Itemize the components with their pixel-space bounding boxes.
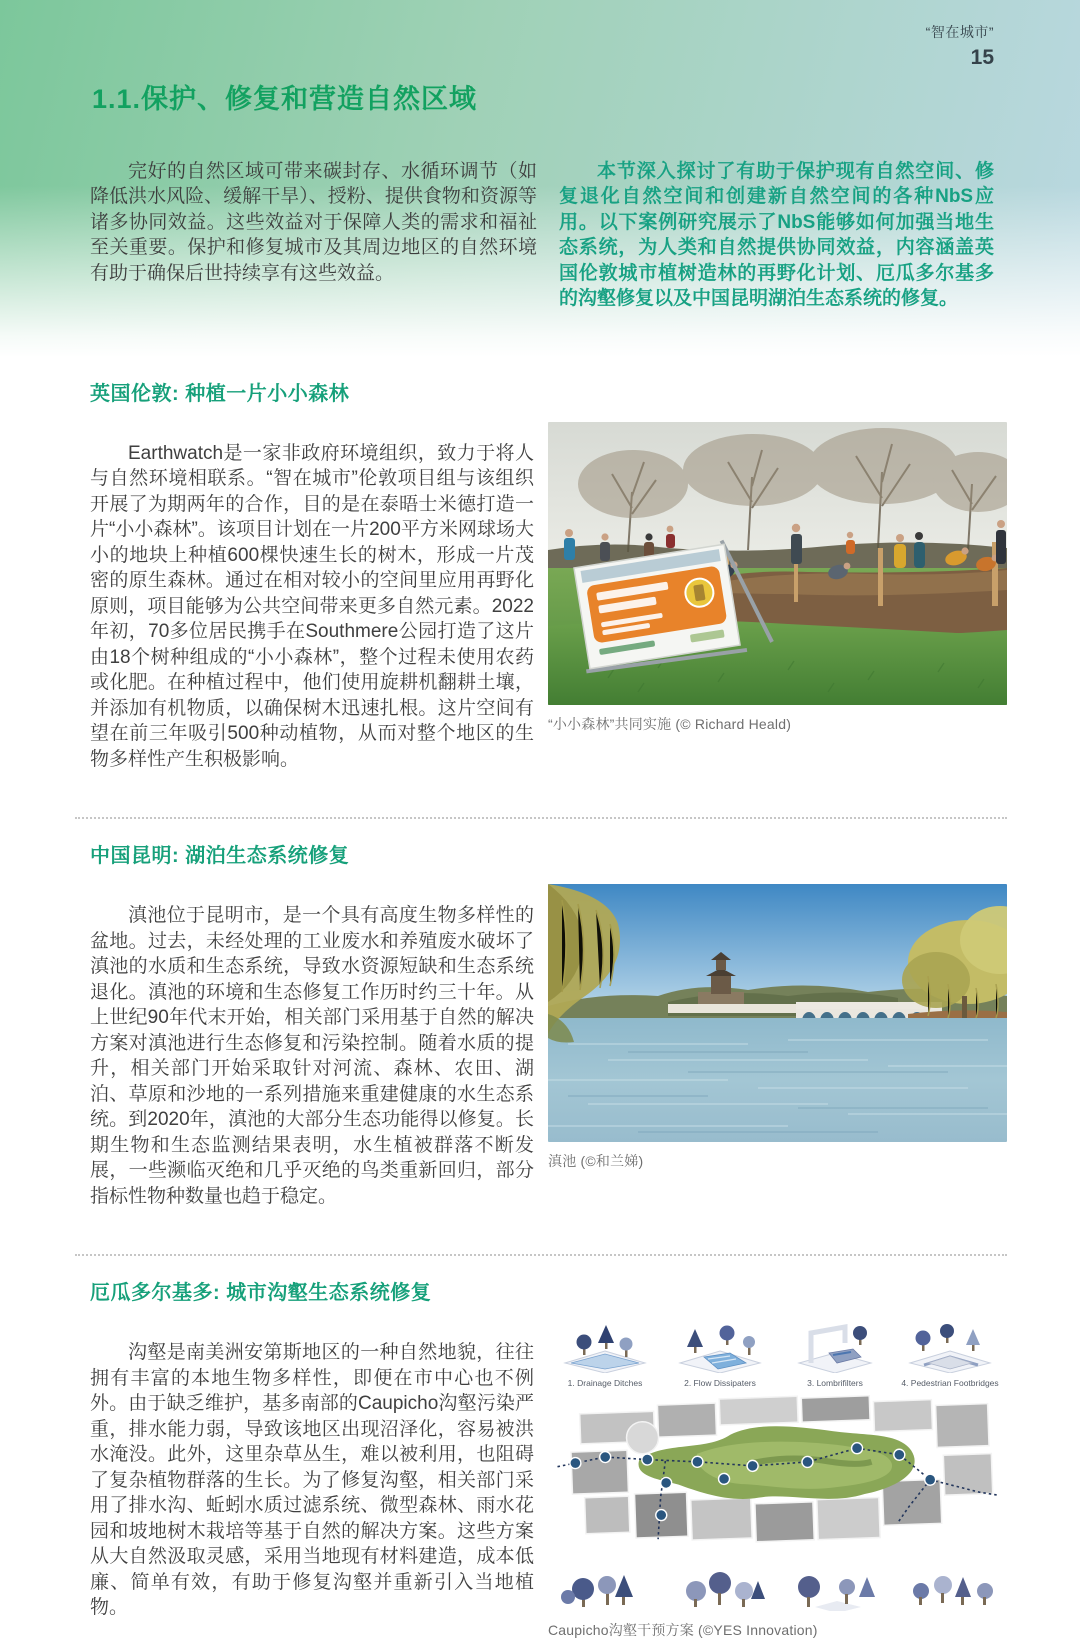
case-london-figure [548,422,1007,734]
case-quito [90,1276,1007,1640]
intro-paragraphs [90,140,994,331]
case-london-heading: 英国伦敦: 种植一片小小森林 [90,382,350,405]
case-kunming-body: 滇池位于昆明市，是一个具有高度生物多样性的盆地。过去，未经处理的工业废水和养殖废水破坏了滇池的水质和生态系统，导致水资源短缺和生态系统退化。滇池的环境和生态修复工作历时约三十年。从上世纪90年代末开始，相关部门采用基于自然的解决方案对滇池进行生态修复和污染控制。随着水质的提升，相关部门开始采取针对河流、森林、农田、湖泊、草原和沙地的一系列措施来重建健康的水生态系统。到2020年，滇池的大部分生态功能得以修复。长期生物和生态监测结果表明，水生植被群落不断发展，一些濒临灭绝和几乎灭绝的鸟类重新回归，部分指标性物种数量也趋于稳定。 [90,905,534,1207]
intro-highlight-paragraph: 本节深入探讨了有助于保护现有自然空间、修复退化自然空间和创建新自然空间的各种NbS应用。以下案例研究展示了NbS能够如何加强当地生态系统，为人类和自然提供协同效益，内容涵盖英国伦敦城市植树造林的再野化计划、厄瓜多尔基多的沟壑修复以及中国昆明湖泊生态系统的修复。 [559,160,994,310]
flow-dissipaters-icon [668,1323,772,1373]
case-london-caption: “小小森林”共同实施 (© Richard Heald) [548,715,792,732]
icon-label: 2. Flow Dissipaters [684,1378,756,1389]
page-number: 15 [970,45,994,69]
page-content [0,377,1080,1640]
case-kunming-caption: 滇池 (©和兰娣) [548,1153,644,1170]
pedestrian-footbridges-icon [898,1323,1002,1373]
case-london [90,377,1007,792]
intervention-flow-dissipaters [665,1323,775,1388]
intervention-icon-row [548,1321,1007,1388]
icon-label: 1. Drainage Ditches [567,1378,643,1389]
case-kunming-figure [548,884,1007,1171]
case-london-body: Earthwatch是一家非政府环境组织，致力于将人与自然环境相联系。“智在城市”伦敦项目组与该组织开展了为期两年的合作，目的是在泰晤士米德打造一片“小小森林”。该项目计划在一片200平方米网球场大小的地块上种植600棵快速生长的树木，形成一片茂密的原生森林。通过在相对较小的空间里应用再野化原则，项目能够为公共空间带来更多自然元素。2022年初，70多位居民携手在Southmere公园打造了这片由18个树种组成的“小小森林”，整个过程未使用农药或化肥。在种植过程中，他们使用旋耕机翻耕土壤，并添加有机物质，以确保树木迅速扎根。这片空间有望在前三年吸引500种动植物，从而对整个地区的生物多样性产生积极影响。 [90,442,534,770]
tree-cluster-icon [901,1563,1001,1611]
dianchi-lake-photo [548,884,1007,1142]
header-meta [90,24,994,71]
case-quito-figure [548,1321,1007,1639]
case-quito-caption: Caupicho沟壑干预方案 (©YES Innovation) [548,1621,818,1638]
intervention-lombrifilters [780,1323,890,1388]
intro-left-paragraph: 完好的自然区域可带来碳封存、水循环调节（如降低洪水风险、缓解干旱）、授粉、提供食物和资源等诸多协同效益。这些效益对于保障人类的需求和福祉至关重要。保护和修复城市及其周边地区的自然环境有助于确保后世持续享有这些效益。 [90,160,537,284]
case-kunming [90,839,1007,1228]
page-header-band [0,0,1080,357]
intervention-pedestrian-footbridges [895,1323,1005,1388]
tree-cluster-icon [785,1563,885,1611]
intervention-drainage-ditches [550,1323,660,1388]
case-quito-heading: 厄瓜多尔基多: 城市沟壑生态系统修复 [90,1282,432,1305]
volunteers-planting-photo [548,422,1007,705]
icon-label: 4. Pedestrian Footbridges [901,1378,999,1389]
case-quito-body: 沟壑是南美洲安第斯地区的一种自然地貌，往往拥有丰富的本地生物多样性，即便在市中心也不例外。由于缺乏维护，基多南部的Caupicho沟壑污染严重，排水能力弱，导致该地区出现沼泽化，容易被洪水淹没。此外，这里杂草丛生，难以被利用，也阻碍了复杂植物群落的生长。为了修复沟壑，相关部门采用了排水沟、蚯蚓水质过滤系统、微型森林、雨水花园和坡地树木栽培等基于自然的解决方案。这些方案从大自然汲取灵感，采用当地现有材料建造，成本低廉、简单有效，有助于修复沟壑并重新引入当地植物。 [90,1342,534,1619]
icon-label: 3. Lombrifilters [807,1378,863,1389]
tree-cluster-row [548,1563,1007,1611]
case-kunming-heading: 中国昆明: 湖泊生态系统修复 [90,845,350,868]
brand-text: “智在城市” [925,24,994,40]
page-title: 1.1.保护、修复和营造自然区域 [92,83,478,114]
tree-cluster-icon [670,1563,770,1611]
lombrifilters-icon [783,1323,887,1373]
drainage-ditches-icon [553,1323,657,1373]
lakeside-buildings [668,1004,818,1013]
dotted-divider [75,817,1007,819]
aerial-intervention-map [548,1393,1007,1561]
tree-cluster-icon [554,1563,654,1611]
dotted-divider [75,1254,1007,1256]
